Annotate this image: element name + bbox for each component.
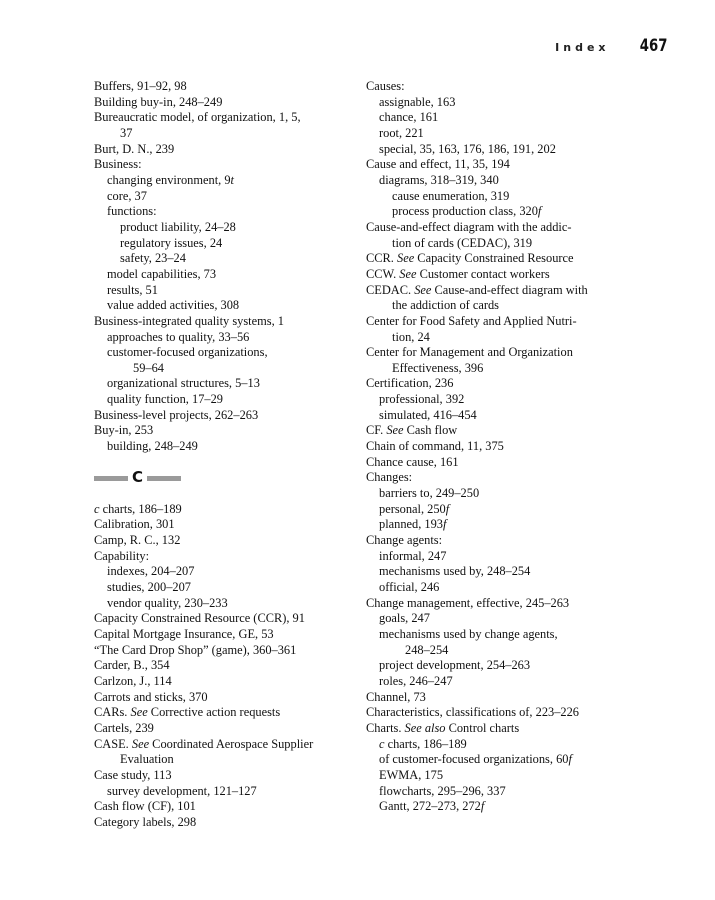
index-entry: mechanisms used by change agents, [379, 626, 558, 641]
page-header [555, 36, 667, 56]
index-entry: of customer-focused organizations, 60f [379, 752, 572, 767]
index-entry: CCR. See Capacity Constrained Resource [366, 251, 574, 266]
index-entry: c charts, 186–189 [379, 736, 467, 751]
index-entry: Charts. See also Control charts [366, 720, 520, 735]
section-rule [147, 476, 181, 481]
index-entry: personal, 250f [379, 501, 450, 516]
index-entry: changing environment, 9t [107, 172, 234, 187]
index-entry: Chance cause, 161 [366, 454, 459, 469]
index-entry: special, 35, 163, 176, 186, 191, 202 [379, 141, 556, 156]
index-entry: Cash flow (CF), 101 [94, 799, 196, 814]
index-entry: quality function, 17–29 [107, 392, 223, 407]
index-entry: CASE. See Coordinated Aerospace Supplier [94, 736, 314, 751]
index-entry: assignable, 163 [379, 94, 456, 109]
index-entry: Center for Food Safety and Applied Nutri- [366, 313, 577, 328]
index-entry: safety, 23–24 [120, 251, 186, 266]
index-entry: barriers to, 249–250 [379, 486, 480, 501]
index-entry: Causes: [366, 79, 405, 93]
index-entry: CARs. See Corrective action requests [94, 705, 281, 720]
index-entry: vendor quality, 230–233 [107, 595, 228, 610]
index-entry: core, 37 [107, 188, 147, 203]
index-entry: c charts, 186–189 [94, 501, 182, 516]
index-entry: CCW. See Customer contact workers [366, 266, 550, 281]
index-entry: Capability: [94, 548, 150, 563]
index-entry: “The Card Drop Shop” (game), 360–361 [94, 642, 297, 657]
index-entry: customer-focused organizations, [107, 345, 268, 360]
index-entry: Buffers, 91–92, 98 [94, 79, 187, 93]
index-entry: Cartels, 239 [94, 720, 154, 735]
index-entry: cause enumeration, 319 [392, 188, 510, 203]
index-entry: simulated, 416–454 [379, 407, 477, 422]
index-entry-continuation: 248–254 [405, 642, 449, 657]
index-entry: Changes: [366, 470, 413, 485]
index-entry-continuation: the addiction of cards [392, 298, 500, 313]
index-entry: process production class, 320f [392, 204, 542, 219]
index-entry: model capabilities, 73 [107, 266, 217, 281]
index-entry: survey development, 121–127 [107, 783, 257, 798]
index-entry: regulatory issues, 24 [120, 235, 223, 250]
index-entry: Business-integrated quality systems, 1 [94, 313, 284, 328]
index-entry: project development, 254–263 [379, 658, 531, 673]
section-rule [94, 476, 128, 481]
index-entry: professional, 392 [379, 392, 465, 407]
index-entry: indexes, 204–207 [107, 564, 195, 579]
index-entry-continuation: tion of cards (CEDAC), 319 [392, 235, 533, 250]
index-entry: chance, 161 [379, 110, 439, 125]
index-column-left [94, 79, 356, 831]
index-entry: Chain of command, 11, 375 [366, 439, 504, 454]
index-entry: CF. See Cash flow [366, 423, 458, 438]
index-entry-continuation: Effectiveness, 396 [392, 360, 484, 375]
index-entry: Change management, effective, 245–263 [366, 595, 570, 610]
index-entry: studies, 200–207 [107, 580, 191, 595]
index-entry: Buy-in, 253 [94, 423, 154, 438]
index-entry: Carder, B., 354 [94, 658, 170, 673]
index-entry: Gantt, 272–273, 272f [379, 799, 485, 814]
index-entry: Certification, 236 [366, 376, 454, 391]
index-entry: EWMA, 175 [379, 767, 444, 782]
index-entry: results, 51 [107, 282, 158, 297]
index-entry: roles, 246–247 [379, 673, 453, 688]
index-entry: flowcharts, 295–296, 337 [379, 783, 506, 798]
index-entry: Carrots and sticks, 370 [94, 689, 208, 704]
page-number: 467 [639, 36, 667, 56]
index-entry: Cause and effect, 11, 35, 194 [366, 157, 510, 172]
index-entry: Cause-and-effect diagram with the addic- [366, 219, 572, 234]
index-entry: Business-level projects, 262–263 [94, 407, 259, 422]
index-entry: Change agents: [366, 533, 443, 548]
index-entry: building, 248–249 [107, 439, 198, 454]
index-entry: Capital Mortgage Insurance, GE, 53 [94, 627, 274, 641]
index-entry-continuation: 59–64 [133, 360, 164, 375]
index-entry: CEDAC. See Cause-and-effect diagram with [366, 282, 588, 297]
index-entry: official, 246 [379, 580, 440, 594]
index-entry: organizational structures, 5–13 [107, 376, 260, 391]
index-entry-continuation: tion, 24 [392, 329, 430, 344]
section-heading-c [94, 455, 356, 502]
section-letter: C [132, 468, 144, 487]
index-entry-continuation: Evaluation [120, 752, 174, 767]
index-entry: planned, 193f [379, 517, 447, 532]
index-entry: Capacity Constrained Resource (CCR), 91 [94, 611, 305, 626]
index-entry: Characteristics, classifications of, 223–226 [366, 705, 579, 720]
index-entry: Business: [94, 157, 142, 172]
index-entry: Center for Management and Organization [366, 345, 573, 360]
index-entry: Bureaucratic model, of organization, 1, 5, [94, 110, 301, 125]
index-entry: product liability, 24–28 [120, 219, 236, 234]
index-entry: Case study, 113 [94, 767, 172, 782]
index-entry: Carlzon, J., 114 [94, 673, 172, 688]
index-entry: diagrams, 318–319, 340 [379, 172, 499, 187]
index-entry-continuation: 37 [120, 125, 133, 140]
index-entry: Channel, 73 [366, 689, 426, 704]
index-entry: functions: [107, 204, 157, 219]
index-entry: Camp, R. C., 132 [94, 533, 181, 548]
index-entry: mechanisms used by, 248–254 [379, 564, 531, 579]
index-entry: root, 221 [379, 125, 424, 140]
index-entry: Burt, D. N., 239 [94, 141, 175, 156]
index-entry: goals, 247 [379, 611, 430, 626]
index-entry: Calibration, 301 [94, 517, 175, 532]
index-entry: value added activities, 308 [107, 298, 240, 313]
index-entry: informal, 247 [379, 548, 447, 563]
index-entry: approaches to quality, 33–56 [107, 329, 250, 344]
index-column-right [366, 79, 628, 815]
index-entry: Building buy-in, 248–249 [94, 94, 223, 109]
index-entry: Category labels, 298 [94, 814, 197, 829]
running-head: Index [555, 41, 610, 54]
